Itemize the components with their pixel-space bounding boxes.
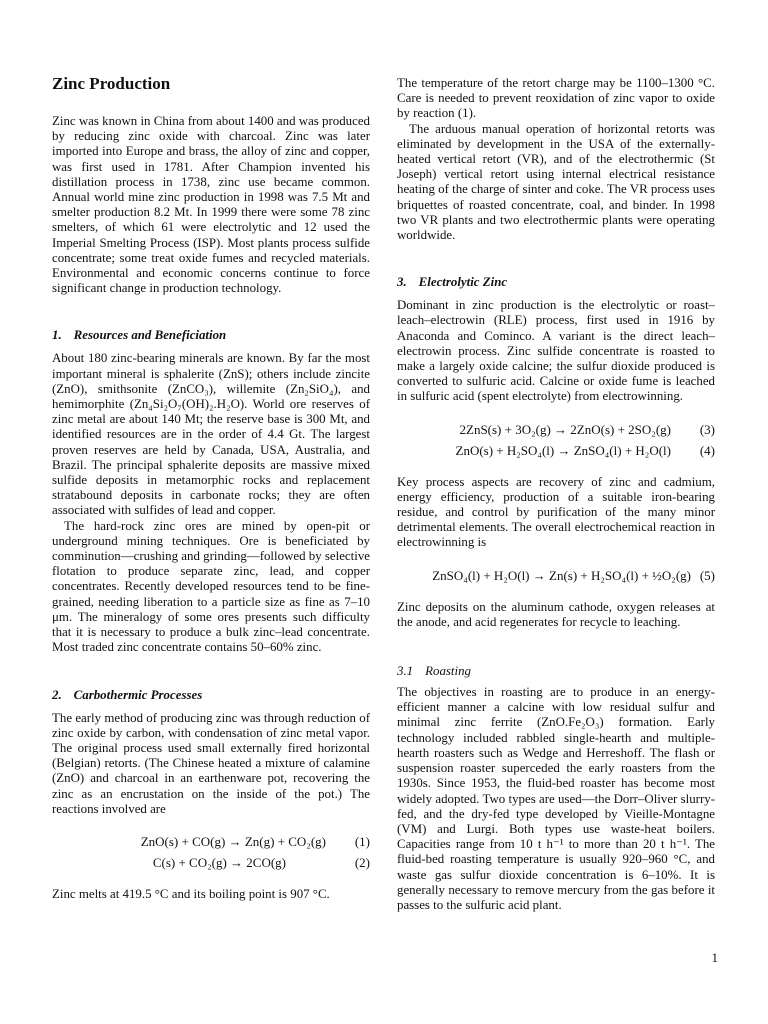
equation-number: (3) [699,421,715,437]
equation-number: (5) [699,567,715,583]
equation-5 [397,565,715,586]
section-1-heading [52,328,370,343]
page-title: Zinc Production [52,74,171,93]
section-number: 2. [52,687,62,702]
left-column [52,74,370,902]
section-title: Resources and Beneficiation [73,328,227,343]
intro-paragraph: Zinc was known in China from about 1400 and was produced by reducing zinc oxide with charcoal. Zinc was later imported into Europe and brass, the alloy of zinc and copper, was first used in 1781. After Champion invented his distillation process in 1738, zinc use became common. Annual world mine zinc production in 1998 was 7.5 Mt and smelter production 8.2 Mt. In 1999 there were some 78 zinc smelters, of which 61 were electrolytic and 12 used the Imperial Smelting Process (ISP). Most plants process sulfide concentrate; some treat oxide fumes and recycled materials. Environmental and economic concerns continue to force significant change in production technology. [52,114,370,296]
section-1-paragraph-2: The hard-rock zinc ores are mined by open-pit or underground mining techniques. Ore is beneficiated by comminution—crushing and grinding—followed by selective flotation to produce separate zinc, lead, and copper concentrates. Recently developed resources tend to be fine-grained, needing liberation to a particle size as fine as 7–10 μm. The mineralogy of some ores presents such difficulty that it is necessary to produce a bulk zinc–lead concentrate. Most traded zinc concentrate contains 50–60% zinc. [52,518,370,655]
equation-expression: ZnSO₄(l) + H₂O(l) → Zn(s) + H₂SO₄(l) + ½O₂(g) [432,567,691,583]
section-3-1-heading [397,664,715,679]
equation-4 [397,440,715,461]
equation-expression: ZnO(s) + H₂SO₄(l) → ZnSO₄(l) + H₂O(l) [455,442,671,458]
section-number: 1. [52,328,62,343]
section-number: 3.1 [397,664,414,679]
equation-expression: C(s) + CO₂(g) → 2CO(g) [152,854,286,870]
equation-number: (2) [354,854,370,870]
equation-3 [397,419,715,440]
section-title: Electrolytic Zinc [418,275,508,290]
equation-expression: ZnO(s) + CO(g) → Zn(g) + CO₂(g) [140,833,326,849]
right-column [397,76,715,913]
section-1-paragraph-1: About 180 zinc-bearing minerals are known. By far the most important mineral is sphalerite (ZnS); others include zincite (ZnO), smithsonite (ZnCO₃), willemite (Zn₂SiO₄), and hemimorphite (Zn₄Si₂O₇(OH)₂.H₂O). World ore reserves of zinc metal are about 140 Mt; the reserve base is 300 Mt, and identified resources are in the order of 4.4 Gt. The largest proven reserves are held by Canada, USA, Australia, and Brazil. The principal sphalerite deposits are massive mixed sulfide deposits in metamorphic rocks and replacement stratabound deposits in carbonate rocks; they are often associated with sulfides of lead and copper. [52,351,370,518]
section-2-heading [52,688,370,703]
section-3-paragraph-2: Key process aspects are recovery of zinc and cadmium, energy efficiency, production of a suitable iron-bearing residue, and control by purification of the many minor detrimental elements. The overall electrochemical reaction in electrowinning is [397,474,715,550]
section-3-heading [397,275,715,290]
section-number: 3. [397,275,407,290]
retort-paragraph: The temperature of the retort charge may be 1100–1300 °C. Care is needed to prevent reoxidation of zinc vapor to oxide by reaction (1). [397,76,715,121]
section-2-paragraph-1: The early method of producing zinc was through reduction of zinc oxide by carbon, with condensation of zinc metal vapor. The original process used small externally fired horizontal (Belgian) retorts. (The Chinese heated a mixture of calamine (ZnO) and charcoal in an earthenware pot, recovering the zinc as an encrustation on the inside of the pot.) The reactions involved are [52,710,370,816]
section-3-paragraph-1: Dominant in zinc production is the electrolytic or roast–leach–electrowin (RLE) process, first used in 1916 by Anaconda and Cominco. A variant is the direct leach–electrowin process. Zinc sulfide concentrate is roasted to make a largely oxide calcine; the sulfur dioxide produced is converted to sulfuric acid. Calcine or oxide fume is leached in sulfuric acid (spent electrolyte) from electrowinning. [397,298,715,404]
equation-block-5 [397,565,715,586]
equation-number: (1) [354,833,370,849]
equation-expression: 2ZnS(s) + 3O₂(g) → 2ZnO(s) + 2SO₂(g) [459,421,671,437]
equation-2 [52,852,370,873]
page-number: 1 [711,950,718,965]
section-3-paragraph-3: Zinc deposits on the aluminum cathode, oxygen releases at the anode, and acid regenerates for recycle to leaching. [397,599,715,629]
section-title: Roasting [425,664,471,679]
section-3-1-paragraph-1: The objectives in roasting are to produce in an energy-efficient manner a calcine with low residual sulfur and minimal zinc ferrite (ZnO.Fe₂O₃) formation. Early technology included rabbled single-hearth and multiple-hearth roasters such as Wedge and Herreshoff. The flash or suspension roaster superceded the early roasters from the 1930s. Since 1953, the fluid-bed roaster has become most widely adopted. Two types are used—the Dorr–Oliver slurry-fed, and the dry-fed type developed by Vieille-Montagne (VM) and Lurgi. Both types use waste-heat boilers. Capacities range from 10 t h⁻¹ to more than 20 t h⁻¹. The fluid-bed roasting temperature is usually 920–960 °C, and waste gas sulfur dioxide concentration is 6–10%. It is generally necessary to remove mercury from the gas before it passes to the sulfuric acid plant. [397,685,715,912]
equation-block-1-2 [52,831,370,873]
section-2-paragraph-2: Zinc melts at 419.5 °C and its boiling point is 907 °C. [52,886,330,901]
section-title: Carbothermic Processes [73,687,203,702]
equation-1 [52,831,370,852]
equation-number: (4) [699,442,715,458]
vertical-retort-paragraph: The arduous manual operation of horizontal retorts was eliminated by development in the USA of the externally-heated vertical retort (VR), and of the electrothermic (St Joseph) vertical retort using internal electrical resistance heating of the charge of sinter and coke. The VR process uses briquettes of roasted concentrate, coal, and binder. In 1998 two VR plants and two electrothermic plants were operating worldwide. [397,121,715,243]
equation-block-3-4 [397,419,715,461]
